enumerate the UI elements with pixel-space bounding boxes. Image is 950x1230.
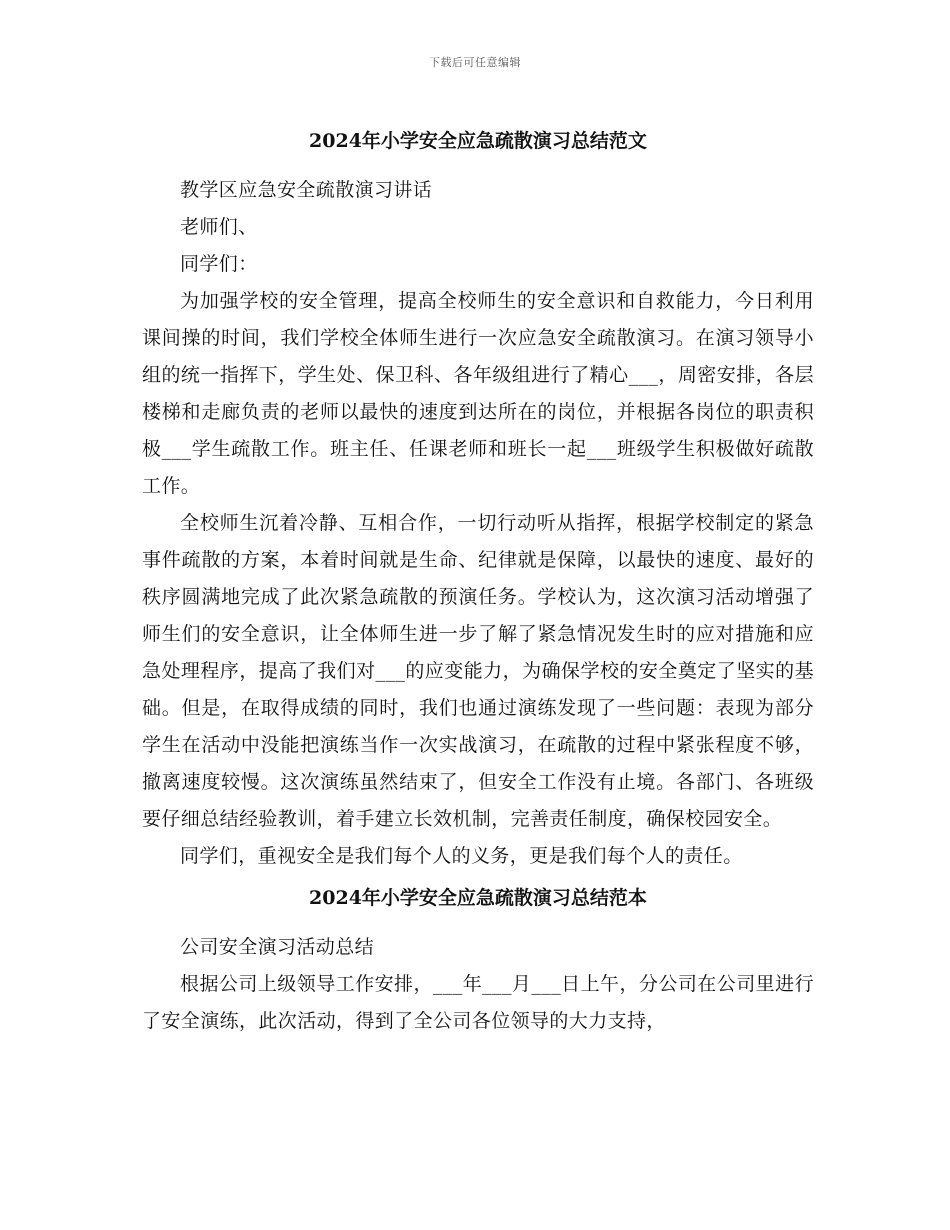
section-1-paragraph: 老师们、 (180, 216, 258, 238)
header-note: 下载后可任意编辑 (429, 56, 521, 69)
document-body (142, 120, 814, 1040)
section-1-title: 2024年小学安全应急疏散演习总结范文 (309, 130, 647, 152)
section-1-paragraph: 为加强学校的安全管理，提高全校师生的安全意识和自救能力，今日利用课间操的时间，我们学校全体师生进行一次应急安全疏散演习。在演习领导小组的统一指挥下，学生处、保卫科、各年级组进行了精心___，周密安排，各层楼梯和走廊负责的老师以最快的速度到达所在的岗位，并根据各岗位的职责积极___学生疏散工作。班主任、任课老师和班长一起___班级学生积极做好疏散工作。 (142, 290, 814, 497)
section-2-paragraph: 根据公司上级领导工作安排，___年___月___日上午，分公司在公司里进行了安全演练，此次活动，得到了全公司各位领导的大力支持， (142, 973, 814, 1032)
section-1-paragraph: 全校师生沉着冷静、互相合作，一切行动听从指挥，根据学校制定的紧急事件疏散的方案，本着时间就是生命、纪律就是保障，以最快的速度、最好的秩序圆满地完成了此次紧急疏散的预演任务。学校认为，这次演习活动增强了师生们的安全意识，让全体师生进一步了解了紧急情况发生时的应对措施和应急处理程序，提高了我们对___的应变能力，为确保学校的安全奠定了坚实的基础。但是，在取得成绩的同时，我们也通过演练发现了一些问题：表现为部分学生在活动中没能把演练当作一次实战演习，在疏散的过程中紧张程度不够，撤离速度较慢。这次演练虽然结束了，但安全工作没有止境。各部门、各班级要仔细总结经验教训，着手建立长效机制，完善责任制度，确保校园安全。 (142, 512, 814, 830)
section-1-paragraph: 同学们，重视安全是我们每个人的义务，更是我们每个人的责任。 (180, 845, 743, 867)
section-1-paragraph: 同学们： (180, 253, 258, 275)
section-1-paragraph: 教学区应急安全疏散演习讲话 (180, 179, 433, 201)
section-2-title: 2024年小学安全应急疏散演习总结范本 (309, 887, 647, 909)
section-2-paragraph: 公司安全演习活动总结 (180, 936, 375, 958)
